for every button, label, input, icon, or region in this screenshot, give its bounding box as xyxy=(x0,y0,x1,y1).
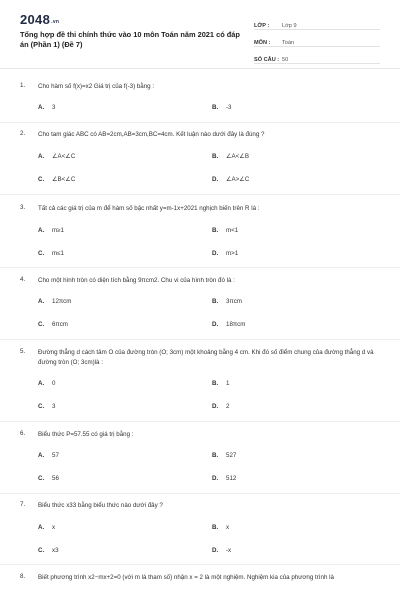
question-text: Biểu thức P=57.55 có giá trị bằng : xyxy=(38,431,134,438)
option-3c[interactable] xyxy=(38,250,64,257)
option-letter: A. xyxy=(38,524,45,531)
option-2c[interactable] xyxy=(38,176,75,183)
option-text: m≤1 xyxy=(52,250,64,257)
option-letter: D. xyxy=(212,547,219,554)
option-6b[interactable] xyxy=(212,452,236,459)
option-letter: A. xyxy=(38,452,45,459)
question-number: 2. xyxy=(20,130,26,137)
option-letter: C. xyxy=(38,403,45,410)
question-number: 8. xyxy=(20,573,26,580)
question-text: Cho một hình tròn có diện tích bằng 9πcm2. Chu vi của hình tròn đó là : xyxy=(38,277,235,284)
option-2a[interactable] xyxy=(38,153,75,160)
option-text: x xyxy=(52,524,56,531)
option-letter: A. xyxy=(38,227,45,234)
option-text: m>1 xyxy=(226,250,239,257)
option-text: 3πcm xyxy=(226,298,242,305)
option-6c[interactable] xyxy=(38,475,59,482)
question-text: Cho tam giác ABC có AB=2cm,AB=3cm,BC=4cm. Kết luận nào dưới đây là đúng ? xyxy=(38,131,265,138)
option-letter: C. xyxy=(38,250,45,257)
option-text: ∠A>∠C xyxy=(226,176,250,183)
option-5b[interactable] xyxy=(212,380,229,387)
option-7b[interactable] xyxy=(212,524,229,531)
option-1b[interactable] xyxy=(212,104,232,111)
option-text: ∠B<∠C xyxy=(52,176,76,183)
question-divider xyxy=(0,122,400,123)
question-divider xyxy=(0,564,400,565)
question-number: 7. xyxy=(20,501,26,508)
option-7c[interactable] xyxy=(38,547,59,554)
option-text: 512 xyxy=(226,475,237,482)
option-text: m<1 xyxy=(226,227,239,234)
option-text: 2 xyxy=(226,403,230,410)
option-letter: C. xyxy=(38,176,45,183)
question-divider xyxy=(0,493,400,494)
option-letter: D. xyxy=(212,475,219,482)
exam-meta xyxy=(254,16,380,67)
question-divider xyxy=(0,421,400,422)
option-text: -x xyxy=(226,547,232,554)
option-letter: C. xyxy=(38,475,45,482)
option-text: m≥1 xyxy=(52,227,64,234)
option-text: 12πcm xyxy=(52,298,72,305)
question-text: Cho hàm số f(x)=x2 Giá trị của f(-3) bằng : xyxy=(38,83,155,90)
option-text: ∠A<∠B xyxy=(226,153,249,160)
site-logo[interactable] xyxy=(20,12,59,27)
option-3a[interactable] xyxy=(38,227,64,234)
header-divider xyxy=(0,68,400,69)
option-7d[interactable] xyxy=(212,547,231,554)
option-letter: A. xyxy=(38,104,45,111)
meta-row-grade xyxy=(254,16,380,30)
meta-key: LỚP : xyxy=(254,23,270,29)
option-letter: B. xyxy=(212,298,219,305)
option-7a[interactable] xyxy=(38,524,55,531)
option-text: 0 xyxy=(52,380,56,387)
option-letter: B. xyxy=(212,153,219,160)
meta-row-count xyxy=(254,50,380,64)
option-text: 56 xyxy=(52,475,59,482)
option-4a[interactable] xyxy=(38,298,71,305)
option-letter: D. xyxy=(212,403,219,410)
option-letter: D. xyxy=(212,321,219,328)
question-number: 1. xyxy=(20,82,26,89)
option-letter: D. xyxy=(212,250,219,257)
question-divider xyxy=(0,267,400,268)
option-5d[interactable] xyxy=(212,403,229,410)
option-6d[interactable] xyxy=(212,475,236,482)
option-2b[interactable] xyxy=(212,153,249,160)
option-text: x xyxy=(226,524,230,531)
meta-key: MÔN : xyxy=(254,40,271,46)
meta-key: SỐ CÂU : xyxy=(254,57,280,63)
exam-title: Tổng hợp đề thi chính thức vào 10 môn Toán năm 2021 có đáp án (Phần 1) (Đề 7) xyxy=(20,30,240,49)
option-letter: B. xyxy=(212,104,219,111)
logo-suffix: .vn xyxy=(51,19,60,25)
option-4b[interactable] xyxy=(212,298,242,305)
option-5a[interactable] xyxy=(38,380,55,387)
option-letter: C. xyxy=(38,321,45,328)
question-number: 6. xyxy=(20,430,26,437)
option-letter: B. xyxy=(212,452,219,459)
option-4d[interactable] xyxy=(212,321,245,328)
option-letter: D. xyxy=(212,176,219,183)
question-text: Tất cả các giá trị của m để hàm số bậc nhất y=m-1x+2021 nghịch biến trên R là : xyxy=(38,205,260,212)
option-text: 3 xyxy=(52,104,56,111)
option-6a[interactable] xyxy=(38,452,59,459)
option-text: 527 xyxy=(226,452,237,459)
question-number: 3. xyxy=(20,204,26,211)
question-text: Biểu thức x33 bằng biểu thức nào dưới đây ? xyxy=(38,502,163,509)
option-text: 1 xyxy=(226,380,230,387)
meta-row-subject xyxy=(254,33,380,47)
option-letter: A. xyxy=(38,298,45,305)
question-number: 4. xyxy=(20,276,26,283)
option-letter: B. xyxy=(212,524,219,531)
question-divider xyxy=(0,339,400,340)
option-1a[interactable] xyxy=(38,104,55,111)
meta-value: Lớp 9 xyxy=(282,23,297,29)
question-text: Biết phương trình x2−mx+2=0 (với m là tham số) nhận x = 2 là một nghiệm. Nghiệm kia của phương trình là xyxy=(38,574,334,581)
option-text: 18πcm xyxy=(226,321,246,328)
option-text: 3 xyxy=(52,403,56,410)
option-3d[interactable] xyxy=(212,250,238,257)
logo-text: 2048 xyxy=(20,12,51,27)
question-text: Đường thẳng d cách tâm O của đường tròn (O; 3cm) một khoảng bằng 4 cm. Khi đó số điểm chung của đường thẳng d và đường tròn (O; 3cm)là : xyxy=(38,349,374,366)
option-text: 57 xyxy=(52,452,59,459)
option-letter: A. xyxy=(38,380,45,387)
option-text: ∠A<∠C xyxy=(52,153,76,160)
option-letter: B. xyxy=(212,380,219,387)
option-4c[interactable] xyxy=(38,321,68,328)
option-2d[interactable] xyxy=(212,176,249,183)
option-text: -3 xyxy=(226,104,232,111)
option-letter: C. xyxy=(38,547,45,554)
question-number: 5. xyxy=(20,348,26,355)
option-text: x3 xyxy=(52,547,59,554)
question-divider xyxy=(0,194,400,195)
option-3b[interactable] xyxy=(212,227,238,234)
meta-value: Toán xyxy=(282,40,295,46)
meta-value: 50 xyxy=(282,57,289,63)
option-letter: B. xyxy=(212,227,219,234)
option-letter: A. xyxy=(38,153,45,160)
option-5c[interactable] xyxy=(38,403,55,410)
option-text: 6πcm xyxy=(52,321,68,328)
